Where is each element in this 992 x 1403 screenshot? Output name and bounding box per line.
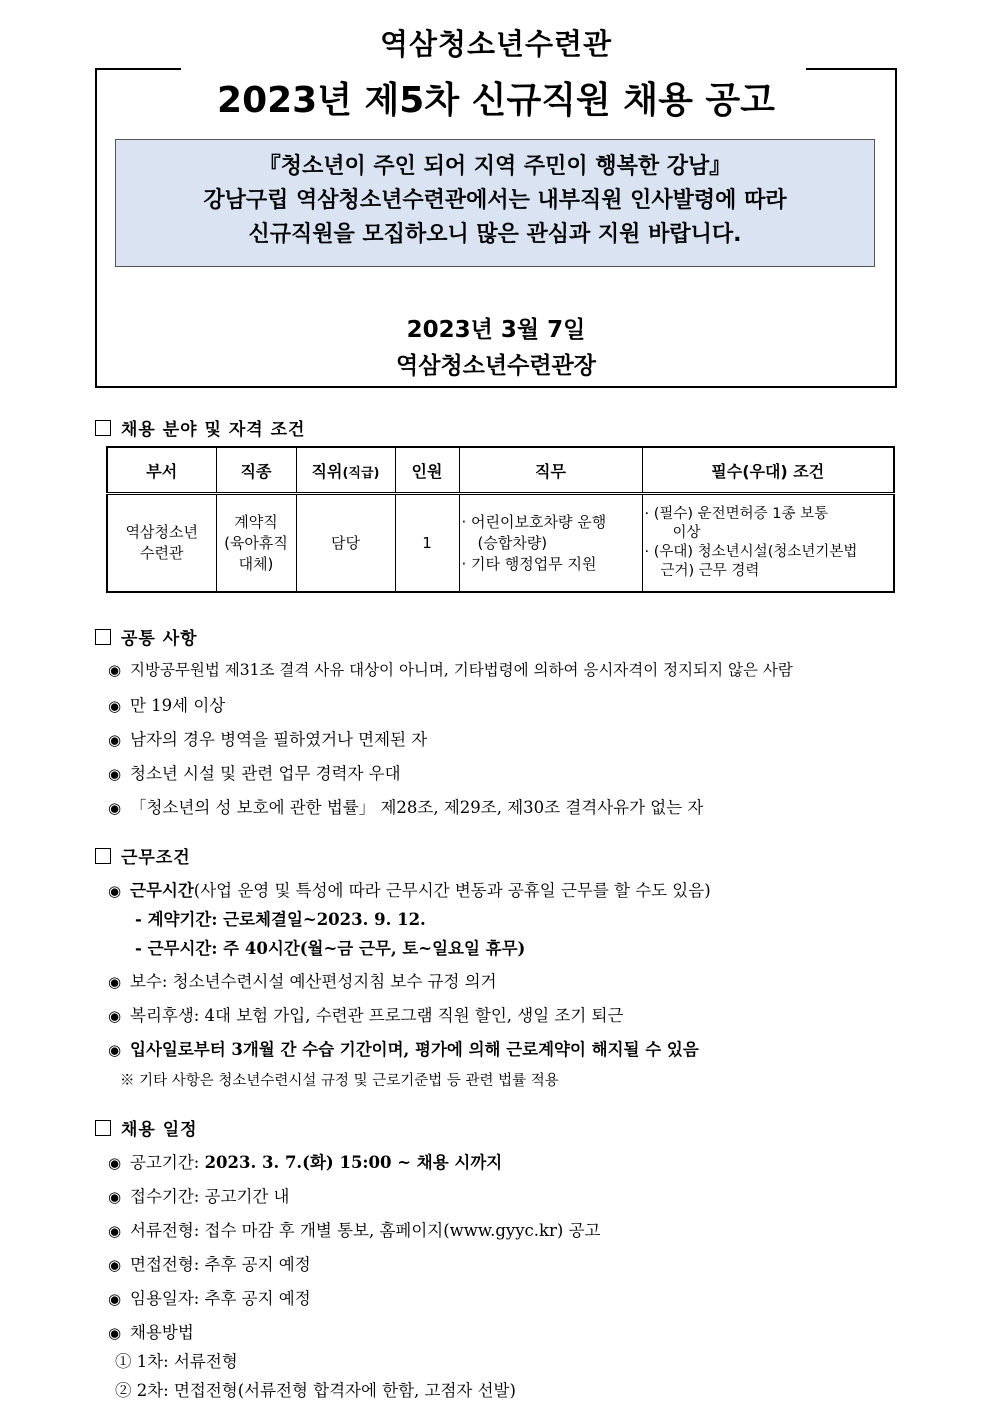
list-item [108, 1183, 290, 1207]
list-item [108, 692, 225, 716]
cell-conditions [642, 494, 894, 593]
list-item-text: 「청소년의 성 보호에 관한 법률」 제28조, 제29조, 제30조 결격사유가 없는 자 [130, 798, 704, 817]
list-item-text: 채용방법 [130, 1323, 194, 1342]
list-item [108, 726, 427, 750]
list-item [108, 877, 711, 901]
method-step-2: ② 2차: 면접전형(서류전형 합격자에 한함, 고점자 선발) [115, 1381, 516, 1400]
organization-name: 역삼청소년수련관 [379, 27, 613, 61]
bullet-icon: ◉ [108, 1188, 122, 1206]
notice-date: 2023년 3월 7일 [406, 317, 586, 343]
cell-job-type [216, 494, 296, 593]
intro-line-2: 강남구립 역삼청소년수련관에서는 내부직원 인사발령에 따라 [203, 188, 787, 213]
col-dept: 부서 [107, 447, 216, 494]
intro-box [115, 139, 875, 267]
cell-duties-line: · 기타 행정업무 지원 [461, 554, 597, 573]
section-heading-text: 채용 일정 [121, 1120, 198, 1140]
list-item-text: 입사일로부터 3개월 간 수습 기간이며, 평가에 의해 근로계약이 해지될 수 있음 [130, 1040, 699, 1059]
list-item [108, 1217, 600, 1241]
cell-dept-line: 수련관 [140, 544, 184, 562]
bullet-icon: ◉ [108, 882, 122, 900]
checkbox-square-icon [95, 1120, 111, 1136]
list-item [108, 968, 497, 992]
bullet-icon: ◉ [108, 1324, 122, 1342]
list-item [108, 1285, 311, 1309]
frame-top-right [806, 68, 895, 70]
list-item-text: 남자의 경우 병역을 필하였거나 면제된 자 [130, 730, 428, 749]
notice-period-label: 공고기간: [130, 1153, 205, 1172]
section-heading-text: 채용 분야 및 자격 조건 [121, 420, 306, 440]
notice-signer: 역삼청소년수련관장 [396, 353, 596, 379]
cell-job-type-line: (육아휴직 [224, 533, 288, 552]
bullet-icon: ◉ [108, 1222, 122, 1240]
bullet-icon: ◉ [108, 731, 122, 749]
list-item [108, 1251, 311, 1275]
section-heading-schedule [95, 1115, 198, 1140]
cell-job-type-line: 계약직 [234, 512, 278, 531]
frame-top-left [95, 68, 181, 70]
list-item-text: 지방공무원법 제31조 결격 사유 대상이 아니며, 기타법령에 의하여 응시자격이 정지되지 않은 사람 [130, 661, 793, 679]
checkbox-square-icon [95, 848, 111, 864]
intro-line-1: 『청소년이 주인 되어 지역 주민이 행복한 강남』 [258, 154, 732, 179]
list-item-text: 접수기간: 공고기간 내 [130, 1187, 290, 1206]
section-heading-conditions [95, 843, 191, 868]
notice-period-value: 2023. 3. 7.(화) 15:00 ~ 채용 시까지 [204, 1153, 503, 1172]
cell-count: 1 [395, 494, 459, 593]
list-item [108, 1036, 699, 1060]
list-item-text: 보수: 청소년수련시설 예산편성지침 보수 규정 의거 [130, 972, 497, 991]
notice-title: 2023년 제5차 신규직원 채용 공고 [217, 80, 775, 121]
contract-period: - 계약기간: 근로체결일~2023. 9. 12. [135, 910, 426, 929]
section-heading-common [95, 624, 198, 649]
list-item-text: 청소년 시설 및 관련 업무 경력자 우대 [130, 764, 401, 783]
cell-dept [107, 494, 216, 593]
section-heading-text: 근무조건 [121, 848, 191, 868]
col-position-grade: (직급) [342, 465, 380, 481]
cell-conditions-line: 근거) 근무 경력 [660, 563, 760, 579]
cell-duties [459, 494, 642, 593]
table-row [107, 494, 894, 593]
work-hours-text: (사업 운영 및 특성에 따라 근무시간 변동과 공휴일 근무를 할 수도 있음) [193, 881, 711, 900]
list-item [108, 658, 793, 680]
list-item-text: 임용일자: 추후 공지 예정 [130, 1289, 311, 1308]
checkbox-square-icon [95, 629, 111, 645]
list-item-text: 만 19세 이상 [130, 696, 226, 715]
bullet-icon: ◉ [108, 799, 122, 817]
bullet-icon: ◉ [108, 1154, 122, 1172]
method-step-1: ① 1차: 서류전형 [115, 1352, 238, 1371]
bullet-icon: ◉ [108, 1256, 122, 1274]
list-item-text: 서류전형: 접수 마감 후 개별 통보, 홈페이지(www.gyyc.kr) 공고 [130, 1221, 601, 1240]
intro-line-3: 신규직원을 모집하오니 많은 관심과 지원 바랍니다. [248, 222, 742, 247]
table-header-row [107, 447, 894, 494]
list-item [108, 760, 401, 784]
recruitment-table [106, 446, 895, 593]
bullet-icon: ◉ [108, 1007, 122, 1025]
col-job-type: 직종 [216, 447, 296, 494]
bullet-icon: ◉ [108, 1290, 122, 1308]
col-position [296, 447, 395, 494]
cell-duties-line: (승합차량) [477, 533, 548, 552]
list-item [108, 1149, 502, 1173]
list-item-text: 면접전형: 추후 공지 예정 [130, 1255, 311, 1274]
cell-dept-line: 역삼청소년 [125, 523, 198, 541]
cell-position: 담당 [296, 494, 395, 593]
list-item [108, 1002, 623, 1026]
conditions-note: ※ 기타 사항은 청소년수련시설 규정 및 근로기준법 등 관련 법률 적용 [120, 1073, 559, 1089]
col-duties: 직무 [459, 447, 642, 494]
col-position-label: 직위 [311, 461, 343, 481]
list-item [108, 794, 703, 818]
bullet-icon: ◉ [108, 973, 122, 991]
col-count: 인원 [395, 447, 459, 494]
section-heading-recruitment [95, 415, 305, 440]
cell-conditions-line: · (우대) 청소년시설(청소년기본법 [644, 544, 858, 560]
list-item [108, 1319, 194, 1343]
working-hours: - 근무시간: 주 40시간(월~금 근무, 토~일요일 휴무) [135, 939, 526, 958]
bullet-icon: ◉ [108, 697, 122, 715]
bullet-icon: ◉ [108, 661, 122, 679]
checkbox-square-icon [95, 420, 111, 436]
list-item-text: 복리후생: 4대 보험 가입, 수련관 프로그램 직원 할인, 생일 조기 퇴근 [130, 1006, 624, 1025]
bullet-icon: ◉ [108, 1041, 122, 1059]
section-heading-text: 공통 사항 [121, 629, 198, 649]
work-hours-label: 근무시간 [130, 881, 194, 900]
bullet-icon: ◉ [108, 765, 122, 783]
cell-job-type-line: 대체) [238, 554, 274, 573]
cell-duties-line: · 어린이보호차량 운행 [461, 512, 607, 531]
col-conditions: 필수(우대) 조건 [642, 447, 894, 494]
cell-conditions-line: · (필수) 운전면허증 1종 보통 [644, 506, 829, 522]
cell-conditions-line: 이상 [672, 525, 701, 541]
